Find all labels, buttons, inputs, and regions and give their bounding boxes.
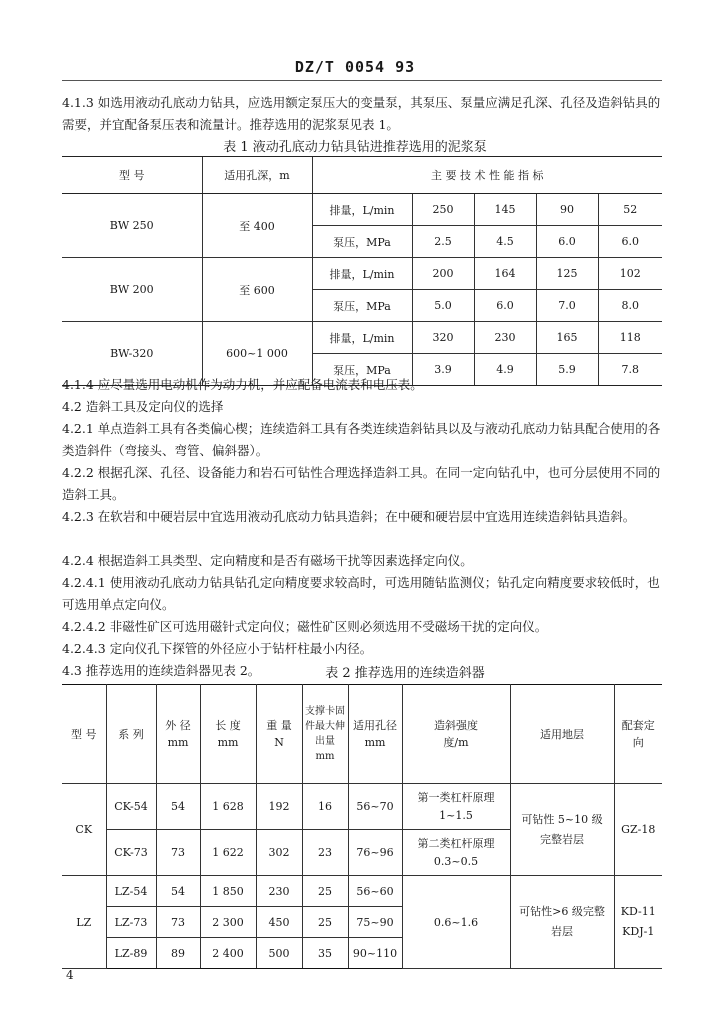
table1-value: 8.0	[598, 290, 662, 322]
table2-cell: 302	[256, 830, 302, 876]
table2-cell: 56~70	[348, 784, 402, 830]
table1-value: 102	[598, 258, 662, 290]
table2-header-strata: 适用地层	[510, 685, 614, 784]
table2-type: CK	[62, 784, 106, 876]
standard-code-header: DZ/T 0054 93	[294, 58, 416, 76]
clause-4-2-1: 4.2.1 单点造斜工具有各类偏心楔；连续造斜工具有各类连续造斜钻具以及与液动孔底动力钻具配合使用的各类造斜件（弯接头、弯管、偏斜器）。	[62, 421, 661, 458]
table2-header-weight: 重 量 N	[256, 685, 302, 784]
table2-cell: 450	[256, 907, 302, 938]
clause-4-2-4: 4.2.4 根据造斜工具类型、定向精度和是否有磁场干扰等因素选择定向仪。	[62, 553, 473, 568]
table2-cell: CK-54	[106, 784, 156, 830]
table1-value: 52	[598, 194, 662, 226]
clause-4-2-4-2: 4.2.4.2 非磁性矿区可选用磁针式定向仪；磁性矿区则必须选用不受磁场干扰的定向仪。	[62, 619, 548, 634]
table1-value: 165	[536, 322, 598, 354]
table2-cell: 1 628	[200, 784, 256, 830]
table2-intensity: 第一类杠杆原理 1~1.5	[402, 784, 510, 830]
table1-param-label: 泵压，MPa	[312, 290, 412, 322]
table1-param-label: 排量，L/min	[312, 258, 412, 290]
table2-cell: LZ-73	[106, 907, 156, 938]
table2-intensity: 第二类杠杆原理 0.3~0.5	[402, 830, 510, 876]
table2-cell: 73	[156, 907, 200, 938]
table2-cell: 1 850	[200, 876, 256, 907]
table2-cell: 54	[156, 784, 200, 830]
table1-value: 200	[412, 258, 474, 290]
table1-value: 230	[474, 322, 536, 354]
table2-header-od: 外 径 mm	[156, 685, 200, 784]
table2-cell: 2 400	[200, 938, 256, 969]
table2-cell: 25	[302, 876, 348, 907]
table1-value: 7.8	[598, 354, 662, 386]
table2-cell: 56~60	[348, 876, 402, 907]
table2-header-intensity: 造斜强度 度/m	[402, 685, 510, 784]
table1-value: 125	[536, 258, 598, 290]
table2-cell: 76~96	[348, 830, 402, 876]
table1-param-label: 泵压，MPa	[312, 226, 412, 258]
table2-header-hole-dia: 适用孔径 mm	[348, 685, 402, 784]
table2-cell: 23	[302, 830, 348, 876]
clause-4-2-4-3: 4.2.4.3 定向仪孔下探管的外径应小于钻杆柱最小内径。	[62, 641, 373, 656]
table2-header-series: 系 列	[106, 685, 156, 784]
clause-4-2-4-1: 4.2.4.1 使用液动孔底动力钻具钻孔定向精度要求较高时，可选用随钻监测仪；钻孔定向精度要求较低时，也可选用单点定向仪。	[62, 575, 660, 612]
table2-orientation: KD-11 KDJ-1	[614, 876, 662, 969]
table2-caption: 表 2 推荐选用的连续造斜器	[325, 666, 485, 681]
table2-intensity: 0.6~1.6	[402, 876, 510, 969]
table1-value: 5.9	[536, 354, 598, 386]
table1-param-label: 排量，L/min	[312, 194, 412, 226]
table1-value: 6.0	[598, 226, 662, 258]
table1-value: 2.5	[412, 226, 474, 258]
table2-cell: 54	[156, 876, 200, 907]
table1-model: BW-320	[62, 322, 202, 386]
table1-value: 90	[536, 194, 598, 226]
table1-value: 250	[412, 194, 474, 226]
table1-value: 6.0	[474, 290, 536, 322]
table2-cell: 2 300	[200, 907, 256, 938]
table1-param-label: 排量，L/min	[312, 322, 412, 354]
clause-4-1-4: 4.1.4 应尽量选用电动机作为动力机，并应配备电流表和电压表。	[62, 377, 423, 392]
table1-depth: 至 400	[202, 194, 312, 258]
table2-cell: 90~110	[348, 938, 402, 969]
table1-value: 3.9	[412, 354, 474, 386]
table2-deflectors	[62, 684, 662, 969]
page-number: 4	[66, 968, 74, 982]
table2-cell: 1 622	[200, 830, 256, 876]
clause-4-2-3: 4.2.3 在软岩和中硬岩层中宜选用液动孔底动力钻具造斜；在中硬和硬岩层中宜选用连续造斜钻具造斜。	[62, 509, 636, 524]
table2-type: LZ	[62, 876, 106, 969]
table1-value: 320	[412, 322, 474, 354]
table1-depth: 至 600	[202, 258, 312, 322]
table2-cell: 500	[256, 938, 302, 969]
table2-strata: 可钻性 5~10 级 完整岩层	[510, 784, 614, 876]
table2-cell: 230	[256, 876, 302, 907]
table1-model: BW 200	[62, 258, 202, 322]
table2-cell: 192	[256, 784, 302, 830]
table2-header-type: 型 号	[62, 685, 106, 784]
clause-4-1-3: 4.1.3 如选用液动孔底动力钻具，应选用额定泵压大的变量泵，其泵压、泵量应满足孔深、孔径及造斜钻具的需要，并宜配备泵压表和流量计。推荐选用的泥浆泵见表 1。	[62, 95, 661, 132]
table2-cell: 35	[302, 938, 348, 969]
clause-4-3: 4.3 推荐选用的连续造斜器见表 2。	[62, 663, 261, 678]
table2-orientation: GZ-18	[614, 784, 662, 876]
table1-value: 118	[598, 322, 662, 354]
table1-value: 7.0	[536, 290, 598, 322]
table2-cell: CK-73	[106, 830, 156, 876]
table2-header-length: 长 度 mm	[200, 685, 256, 784]
table2-cell: LZ-89	[106, 938, 156, 969]
table2-header-orientation: 配套定向	[614, 685, 662, 784]
table1-mud-pumps	[62, 156, 662, 386]
table2-cell: 25	[302, 907, 348, 938]
table2-cell: 75~90	[348, 907, 402, 938]
table2-strata: 可钻性>6 级完整 岩层	[510, 876, 614, 969]
table1-value: 5.0	[412, 290, 474, 322]
table1-value: 4.5	[474, 226, 536, 258]
table1-header-model: 型 号	[62, 157, 202, 194]
table1-value: 6.0	[536, 226, 598, 258]
clause-4-2-2: 4.2.2 根据孔深、孔径、设备能力和岩石可钻性合理选择造斜工具。在同一定向钻孔中，也可分层使用不同的造斜工具。	[62, 465, 661, 502]
header-rule	[62, 80, 662, 81]
table1-value: 4.9	[474, 354, 536, 386]
table1-depth: 600~1 000	[202, 322, 312, 386]
table2-cell: LZ-54	[106, 876, 156, 907]
table1-header-depth: 适用孔深，m	[202, 157, 312, 194]
table1-caption: 表 1 液动孔底动力钻具钻进推荐选用的泥浆泵	[223, 140, 487, 155]
table1-model: BW 250	[109, 219, 154, 232]
table1-param-label: 泵压，MPa	[312, 354, 412, 386]
table2-cell: 16	[302, 784, 348, 830]
table2-header-extension: 支撑卡固 件最大伸 出量 mm	[302, 685, 348, 784]
table2-cell: 89	[156, 938, 200, 969]
clause-4-2: 4.2 造斜工具及定向仪的选择	[62, 399, 224, 414]
table1-value: 145	[474, 194, 536, 226]
table1-value: 164	[474, 258, 536, 290]
table2-cell: 73	[156, 830, 200, 876]
table1-header-performance: 主 要 技 术 性 能 指 标	[312, 157, 662, 194]
